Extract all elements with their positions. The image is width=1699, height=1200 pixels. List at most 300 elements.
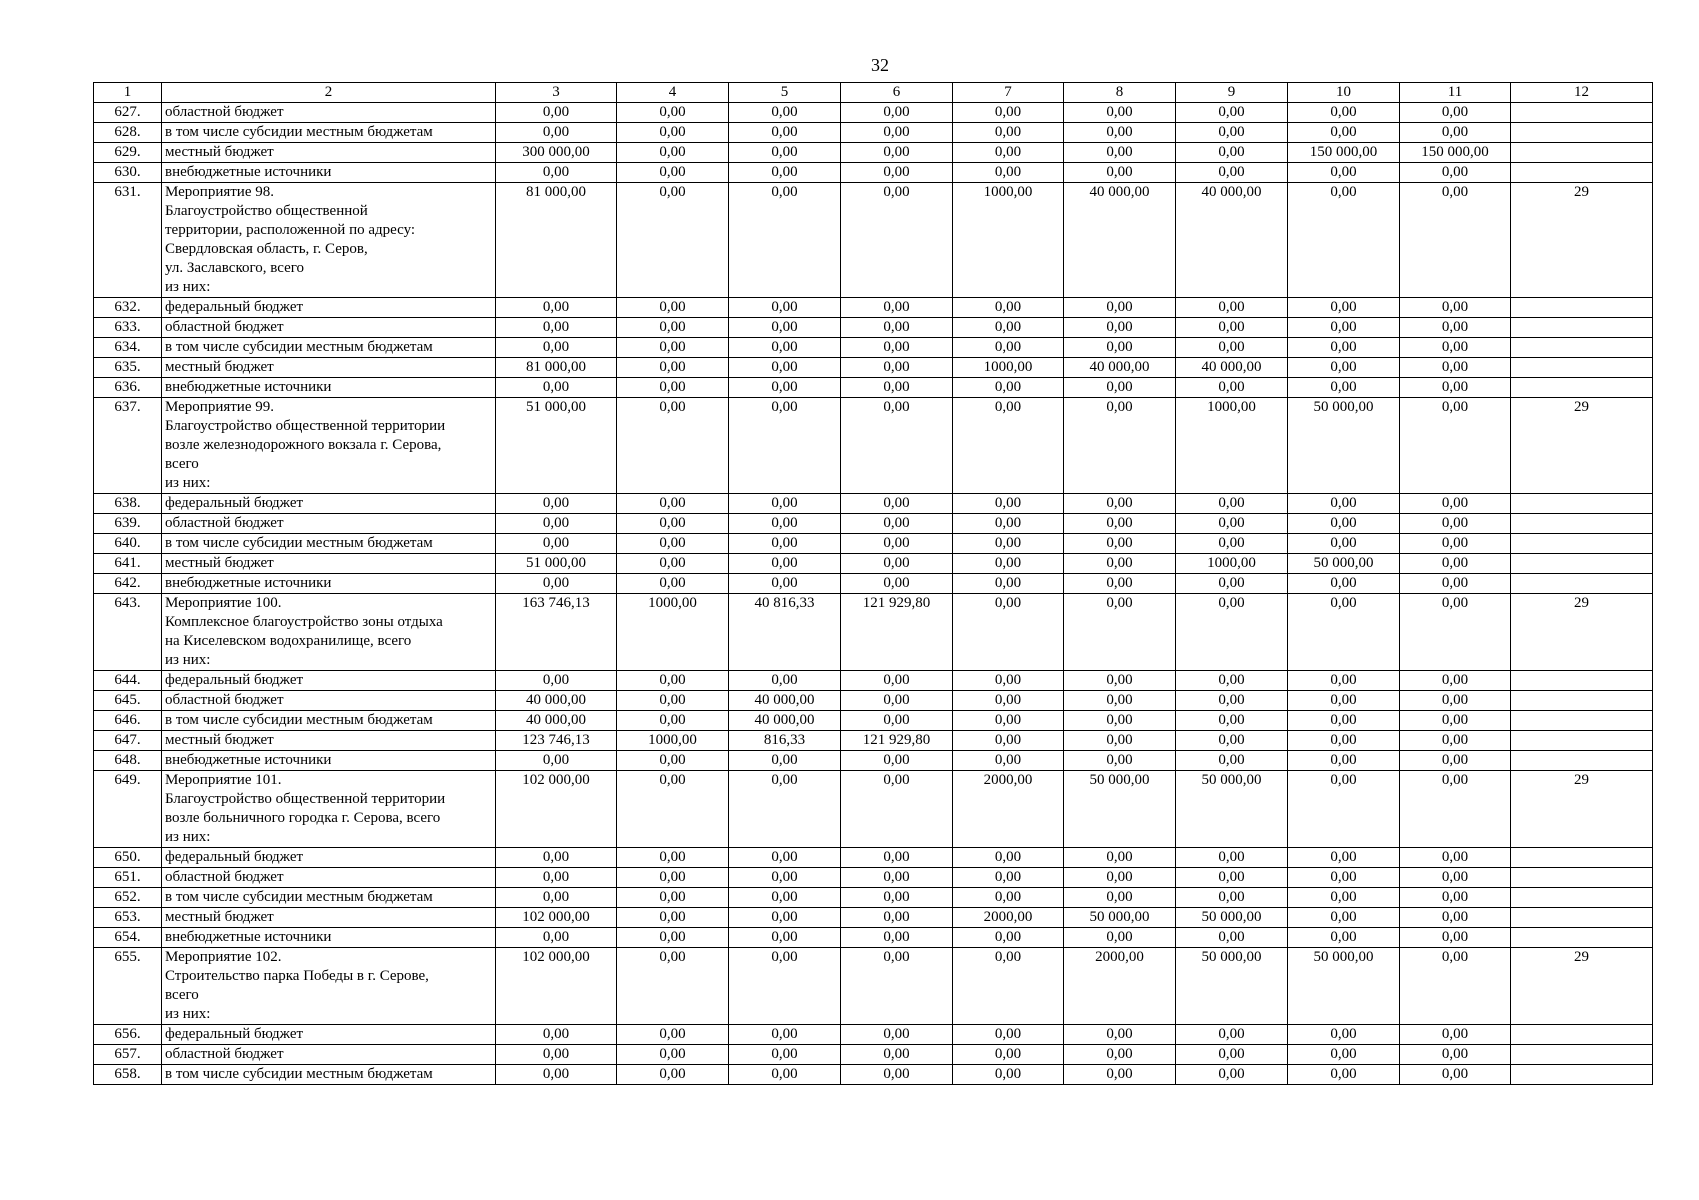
row-name [162, 338, 496, 358]
row-value: 0,00 [496, 751, 617, 771]
table-row [94, 398, 1653, 494]
row-value: 1000,00 [617, 731, 729, 751]
row-value: 0,00 [496, 888, 617, 908]
table-body [94, 83, 1653, 1085]
header-cell: 8 [1064, 83, 1176, 103]
row-name-line: областной бюджет [165, 692, 284, 708]
row-value: 0,00 [496, 298, 617, 318]
row-column-12: 29 [1511, 183, 1653, 298]
row-value: 0,00 [1064, 103, 1176, 123]
row-name [162, 671, 496, 691]
row-value: 40 000,00 [729, 691, 841, 711]
row-value: 0,00 [1064, 143, 1176, 163]
row-name-line: в том числе субсидии местным бюджетам [165, 712, 433, 728]
row-value: 0,00 [1288, 731, 1400, 751]
row-value: 0,00 [496, 574, 617, 594]
row-number: 658. [94, 1065, 162, 1085]
row-name-line: внебюджетные источники [165, 575, 332, 591]
row-value: 163 746,13 [496, 594, 617, 671]
row-value: 150 000,00 [1400, 143, 1511, 163]
row-value: 0,00 [1400, 671, 1511, 691]
row-value: 0,00 [617, 378, 729, 398]
row-name-line: федеральный бюджет [165, 672, 304, 688]
row-value: 0,00 [953, 378, 1064, 398]
row-value: 0,00 [841, 691, 953, 711]
row-number: 634. [94, 338, 162, 358]
row-value: 0,00 [1288, 1025, 1400, 1045]
row-value: 0,00 [729, 671, 841, 691]
row-value: 0,00 [1064, 711, 1176, 731]
row-value: 0,00 [729, 554, 841, 574]
row-number: 629. [94, 143, 162, 163]
row-name [162, 751, 496, 771]
row-value: 0,00 [1064, 494, 1176, 514]
row-value: 0,00 [496, 163, 617, 183]
row-name-line: федеральный бюджет [165, 1026, 304, 1042]
row-value: 0,00 [617, 358, 729, 378]
row-value: 1000,00 [953, 183, 1064, 298]
row-value: 0,00 [617, 1065, 729, 1085]
row-name [162, 574, 496, 594]
row-value: 0,00 [841, 554, 953, 574]
table-row [94, 494, 1653, 514]
row-name-line: федеральный бюджет [165, 849, 304, 865]
row-value: 81 000,00 [496, 358, 617, 378]
row-name [162, 163, 496, 183]
row-value: 0,00 [841, 711, 953, 731]
row-name-line: местный бюджет [165, 359, 274, 375]
row-value: 0,00 [1176, 711, 1288, 731]
row-value: 0,00 [617, 948, 729, 1025]
header-row [94, 83, 1653, 103]
row-value: 0,00 [1064, 378, 1176, 398]
row-value: 0,00 [1176, 691, 1288, 711]
row-value: 0,00 [1064, 318, 1176, 338]
row-value: 0,00 [729, 143, 841, 163]
row-value: 0,00 [496, 1025, 617, 1045]
row-number: 639. [94, 514, 162, 534]
row-value: 0,00 [953, 338, 1064, 358]
row-value: 102 000,00 [496, 771, 617, 848]
row-value: 0,00 [953, 1065, 1064, 1085]
row-value: 0,00 [1288, 103, 1400, 123]
row-name [162, 731, 496, 751]
row-name-line: Мероприятие 101. [165, 772, 282, 788]
row-value: 0,00 [729, 183, 841, 298]
row-column-12 [1511, 103, 1653, 123]
row-column-12 [1511, 298, 1653, 318]
row-number: 643. [94, 594, 162, 671]
row-value: 102 000,00 [496, 908, 617, 928]
row-value: 0,00 [1176, 1025, 1288, 1045]
row-column-12 [1511, 554, 1653, 574]
row-value: 0,00 [1064, 534, 1176, 554]
row-number: 648. [94, 751, 162, 771]
row-number: 642. [94, 574, 162, 594]
table-row [94, 848, 1653, 868]
row-name-line: на Киселевском водохранилище, всего [165, 633, 412, 649]
row-value: 0,00 [841, 948, 953, 1025]
row-value: 0,00 [953, 143, 1064, 163]
table-row [94, 771, 1653, 848]
row-value: 0,00 [1400, 123, 1511, 143]
row-value: 0,00 [1176, 103, 1288, 123]
row-value: 121 929,80 [841, 594, 953, 671]
row-name-line: в том числе субсидии местным бюджетам [165, 124, 433, 140]
header-cell: 7 [953, 83, 1064, 103]
row-value: 1000,00 [1176, 554, 1288, 574]
row-value: 0,00 [1400, 358, 1511, 378]
row-value: 0,00 [1064, 848, 1176, 868]
row-column-12 [1511, 338, 1653, 358]
row-value: 0,00 [1400, 494, 1511, 514]
row-value: 0,00 [729, 888, 841, 908]
row-value: 0,00 [729, 378, 841, 398]
row-value: 0,00 [1064, 671, 1176, 691]
row-name-line: возле железнодорожного вокзала г. Серова, [165, 437, 442, 453]
header-cell: 5 [729, 83, 841, 103]
row-name-line: областной бюджет [165, 319, 284, 335]
row-name-line: ул. Заславского, всего [165, 260, 305, 276]
row-value: 0,00 [1176, 574, 1288, 594]
row-value: 0,00 [1288, 868, 1400, 888]
row-name [162, 868, 496, 888]
table-row [94, 928, 1653, 948]
row-number: 650. [94, 848, 162, 868]
header-cell: 10 [1288, 83, 1400, 103]
row-name-line: из них: [165, 475, 211, 491]
row-value: 0,00 [729, 318, 841, 338]
row-value: 0,00 [617, 183, 729, 298]
row-name-line: внебюджетные источники [165, 752, 332, 768]
row-column-12 [1511, 908, 1653, 928]
row-value: 0,00 [617, 318, 729, 338]
row-value: 0,00 [953, 494, 1064, 514]
row-name [162, 358, 496, 378]
row-value: 0,00 [953, 594, 1064, 671]
row-value: 0,00 [729, 574, 841, 594]
row-value: 0,00 [841, 514, 953, 534]
row-value: 0,00 [1064, 298, 1176, 318]
row-name [162, 398, 496, 494]
row-value: 0,00 [496, 671, 617, 691]
row-value: 0,00 [1288, 514, 1400, 534]
row-value: 0,00 [496, 514, 617, 534]
row-value: 0,00 [953, 534, 1064, 554]
row-value: 0,00 [729, 1025, 841, 1045]
row-value: 0,00 [1288, 888, 1400, 908]
row-name [162, 103, 496, 123]
row-name-line: в том числе субсидии местным бюджетам [165, 339, 433, 355]
row-value: 0,00 [1288, 908, 1400, 928]
row-value: 0,00 [841, 378, 953, 398]
row-value: 0,00 [1064, 751, 1176, 771]
row-column-12 [1511, 888, 1653, 908]
row-number: 649. [94, 771, 162, 848]
row-value: 0,00 [617, 771, 729, 848]
row-value: 40 000,00 [1064, 358, 1176, 378]
row-value: 0,00 [1176, 494, 1288, 514]
row-column-12 [1511, 848, 1653, 868]
row-name-line: возле больничного городка г. Серова, всего [165, 810, 441, 826]
row-value: 0,00 [1400, 574, 1511, 594]
row-name [162, 143, 496, 163]
row-value: 51 000,00 [496, 398, 617, 494]
row-name-line: из них: [165, 652, 211, 668]
row-name-line: Мероприятие 102. [165, 949, 282, 965]
row-value: 0,00 [1288, 574, 1400, 594]
row-value: 0,00 [1176, 143, 1288, 163]
row-value: 0,00 [1064, 594, 1176, 671]
row-number: 635. [94, 358, 162, 378]
table-row [94, 594, 1653, 671]
row-number: 636. [94, 378, 162, 398]
row-number: 637. [94, 398, 162, 494]
row-column-12 [1511, 514, 1653, 534]
table-row [94, 143, 1653, 163]
row-column-12 [1511, 163, 1653, 183]
row-value: 0,00 [1176, 731, 1288, 751]
row-number: 656. [94, 1025, 162, 1045]
row-value: 0,00 [1400, 948, 1511, 1025]
row-name-line: Мероприятие 99. [165, 399, 274, 415]
header-cell: 2 [162, 83, 496, 103]
row-number: 628. [94, 123, 162, 143]
row-value: 0,00 [496, 534, 617, 554]
table-row [94, 123, 1653, 143]
row-value: 0,00 [1288, 1065, 1400, 1085]
row-name-line: всего [165, 987, 199, 1003]
row-value: 0,00 [617, 143, 729, 163]
table-row [94, 298, 1653, 318]
row-value: 50 000,00 [1288, 554, 1400, 574]
row-value: 0,00 [953, 318, 1064, 338]
row-value: 0,00 [1400, 163, 1511, 183]
row-value: 0,00 [841, 358, 953, 378]
row-value: 40 000,00 [729, 711, 841, 731]
row-value: 0,00 [617, 908, 729, 928]
row-value: 40 000,00 [496, 711, 617, 731]
row-number: 657. [94, 1045, 162, 1065]
row-value: 0,00 [617, 398, 729, 494]
row-value: 0,00 [729, 534, 841, 554]
row-value: 0,00 [953, 751, 1064, 771]
row-value: 50 000,00 [1288, 948, 1400, 1025]
row-value: 0,00 [1400, 908, 1511, 928]
row-value: 0,00 [496, 123, 617, 143]
row-number: 652. [94, 888, 162, 908]
row-value: 40 000,00 [1176, 183, 1288, 298]
row-value: 0,00 [729, 398, 841, 494]
table-row [94, 338, 1653, 358]
row-value: 0,00 [1176, 751, 1288, 771]
row-value: 0,00 [953, 948, 1064, 1025]
row-value: 0,00 [617, 888, 729, 908]
row-number: 632. [94, 298, 162, 318]
row-value: 1000,00 [617, 594, 729, 671]
row-value: 0,00 [617, 928, 729, 948]
row-value: 0,00 [953, 554, 1064, 574]
row-name-line: в том числе субсидии местным бюджетам [165, 1066, 433, 1082]
row-value: 0,00 [1400, 318, 1511, 338]
row-value: 0,00 [1400, 338, 1511, 358]
row-value: 0,00 [617, 671, 729, 691]
row-name-line: местный бюджет [165, 909, 274, 925]
row-value: 0,00 [729, 751, 841, 771]
row-value: 0,00 [1288, 298, 1400, 318]
row-value: 0,00 [841, 888, 953, 908]
row-column-12 [1511, 378, 1653, 398]
row-name [162, 183, 496, 298]
row-value: 0,00 [1176, 868, 1288, 888]
row-value: 0,00 [496, 378, 617, 398]
row-value: 0,00 [1288, 671, 1400, 691]
row-column-12 [1511, 691, 1653, 711]
row-value: 0,00 [1288, 123, 1400, 143]
header-cell: 6 [841, 83, 953, 103]
row-value: 0,00 [953, 398, 1064, 494]
row-number: 630. [94, 163, 162, 183]
table-row [94, 671, 1653, 691]
row-value: 0,00 [1064, 888, 1176, 908]
row-value: 0,00 [953, 123, 1064, 143]
row-value: 0,00 [729, 928, 841, 948]
row-value: 0,00 [1064, 163, 1176, 183]
row-value: 0,00 [1400, 594, 1511, 671]
row-value: 0,00 [496, 494, 617, 514]
row-column-12 [1511, 123, 1653, 143]
row-value: 0,00 [1288, 928, 1400, 948]
header-cell: 4 [617, 83, 729, 103]
header-cell: 3 [496, 83, 617, 103]
row-number: 653. [94, 908, 162, 928]
row-value: 0,00 [1400, 378, 1511, 398]
row-column-12 [1511, 574, 1653, 594]
row-value: 0,00 [729, 1065, 841, 1085]
row-name-line: областной бюджет [165, 1046, 284, 1062]
row-column-12 [1511, 358, 1653, 378]
row-value: 0,00 [1288, 771, 1400, 848]
row-value: 0,00 [841, 771, 953, 848]
row-value: 102 000,00 [496, 948, 617, 1025]
row-value: 0,00 [1176, 318, 1288, 338]
row-value: 0,00 [496, 318, 617, 338]
row-column-12: 29 [1511, 594, 1653, 671]
row-value: 0,00 [617, 1045, 729, 1065]
row-name [162, 691, 496, 711]
row-value: 123 746,13 [496, 731, 617, 751]
row-number: 651. [94, 868, 162, 888]
budget-table [93, 82, 1653, 1085]
row-value: 0,00 [1064, 398, 1176, 494]
row-value: 0,00 [841, 908, 953, 928]
row-value: 81 000,00 [496, 183, 617, 298]
row-name [162, 848, 496, 868]
row-value: 0,00 [841, 123, 953, 143]
row-value: 0,00 [729, 103, 841, 123]
row-value: 0,00 [1400, 848, 1511, 868]
row-value: 0,00 [729, 908, 841, 928]
row-name [162, 123, 496, 143]
table-row [94, 908, 1653, 928]
row-value: 0,00 [1064, 554, 1176, 574]
row-value: 0,00 [617, 494, 729, 514]
row-value: 0,00 [1288, 338, 1400, 358]
row-name-line: местный бюджет [165, 555, 274, 571]
header-cell: 9 [1176, 83, 1288, 103]
row-value: 0,00 [729, 298, 841, 318]
row-value: 0,00 [729, 163, 841, 183]
row-value: 0,00 [617, 103, 729, 123]
row-column-12 [1511, 928, 1653, 948]
row-column-12 [1511, 1045, 1653, 1065]
row-value: 0,00 [1288, 1045, 1400, 1065]
row-value: 0,00 [496, 1045, 617, 1065]
table-row [94, 1025, 1653, 1045]
row-value: 816,33 [729, 731, 841, 751]
row-column-12 [1511, 318, 1653, 338]
row-value: 50 000,00 [1064, 771, 1176, 848]
row-value: 0,00 [1176, 888, 1288, 908]
row-name-line: Комплексное благоустройство зоны отдыха [165, 614, 443, 630]
row-number: 654. [94, 928, 162, 948]
row-number: 647. [94, 731, 162, 751]
row-value: 0,00 [841, 928, 953, 948]
row-value: 0,00 [953, 574, 1064, 594]
row-value: 0,00 [1400, 691, 1511, 711]
row-value: 0,00 [617, 711, 729, 731]
row-value: 0,00 [1064, 1045, 1176, 1065]
row-value: 0,00 [1288, 594, 1400, 671]
row-value: 0,00 [841, 494, 953, 514]
row-value: 0,00 [617, 848, 729, 868]
row-column-12: 29 [1511, 398, 1653, 494]
row-value: 0,00 [729, 948, 841, 1025]
table-row [94, 751, 1653, 771]
row-number: 627. [94, 103, 162, 123]
row-value: 0,00 [953, 848, 1064, 868]
row-name-line: из них: [165, 829, 211, 845]
table-row [94, 514, 1653, 534]
row-value: 0,00 [1400, 1045, 1511, 1065]
row-value: 0,00 [617, 514, 729, 534]
row-value: 50 000,00 [1176, 771, 1288, 848]
row-value: 0,00 [841, 1025, 953, 1045]
row-value: 0,00 [1064, 123, 1176, 143]
row-value: 0,00 [1400, 554, 1511, 574]
row-value: 0,00 [1176, 1065, 1288, 1085]
row-value: 0,00 [617, 534, 729, 554]
row-value: 0,00 [729, 514, 841, 534]
row-value: 0,00 [1288, 318, 1400, 338]
row-column-12: 29 [1511, 771, 1653, 848]
row-value: 0,00 [1288, 183, 1400, 298]
row-name-line: территории, расположенной по адресу: [165, 222, 416, 238]
row-value: 0,00 [617, 574, 729, 594]
row-number: 646. [94, 711, 162, 731]
header-cell: 1 [94, 83, 162, 103]
row-value: 0,00 [1064, 928, 1176, 948]
row-value: 0,00 [496, 868, 617, 888]
row-value: 0,00 [841, 1065, 953, 1085]
row-value: 40 000,00 [496, 691, 617, 711]
row-name [162, 1065, 496, 1085]
row-value: 0,00 [953, 928, 1064, 948]
table-row [94, 888, 1653, 908]
table-row [94, 163, 1653, 183]
row-value: 0,00 [1400, 888, 1511, 908]
row-value: 0,00 [496, 848, 617, 868]
